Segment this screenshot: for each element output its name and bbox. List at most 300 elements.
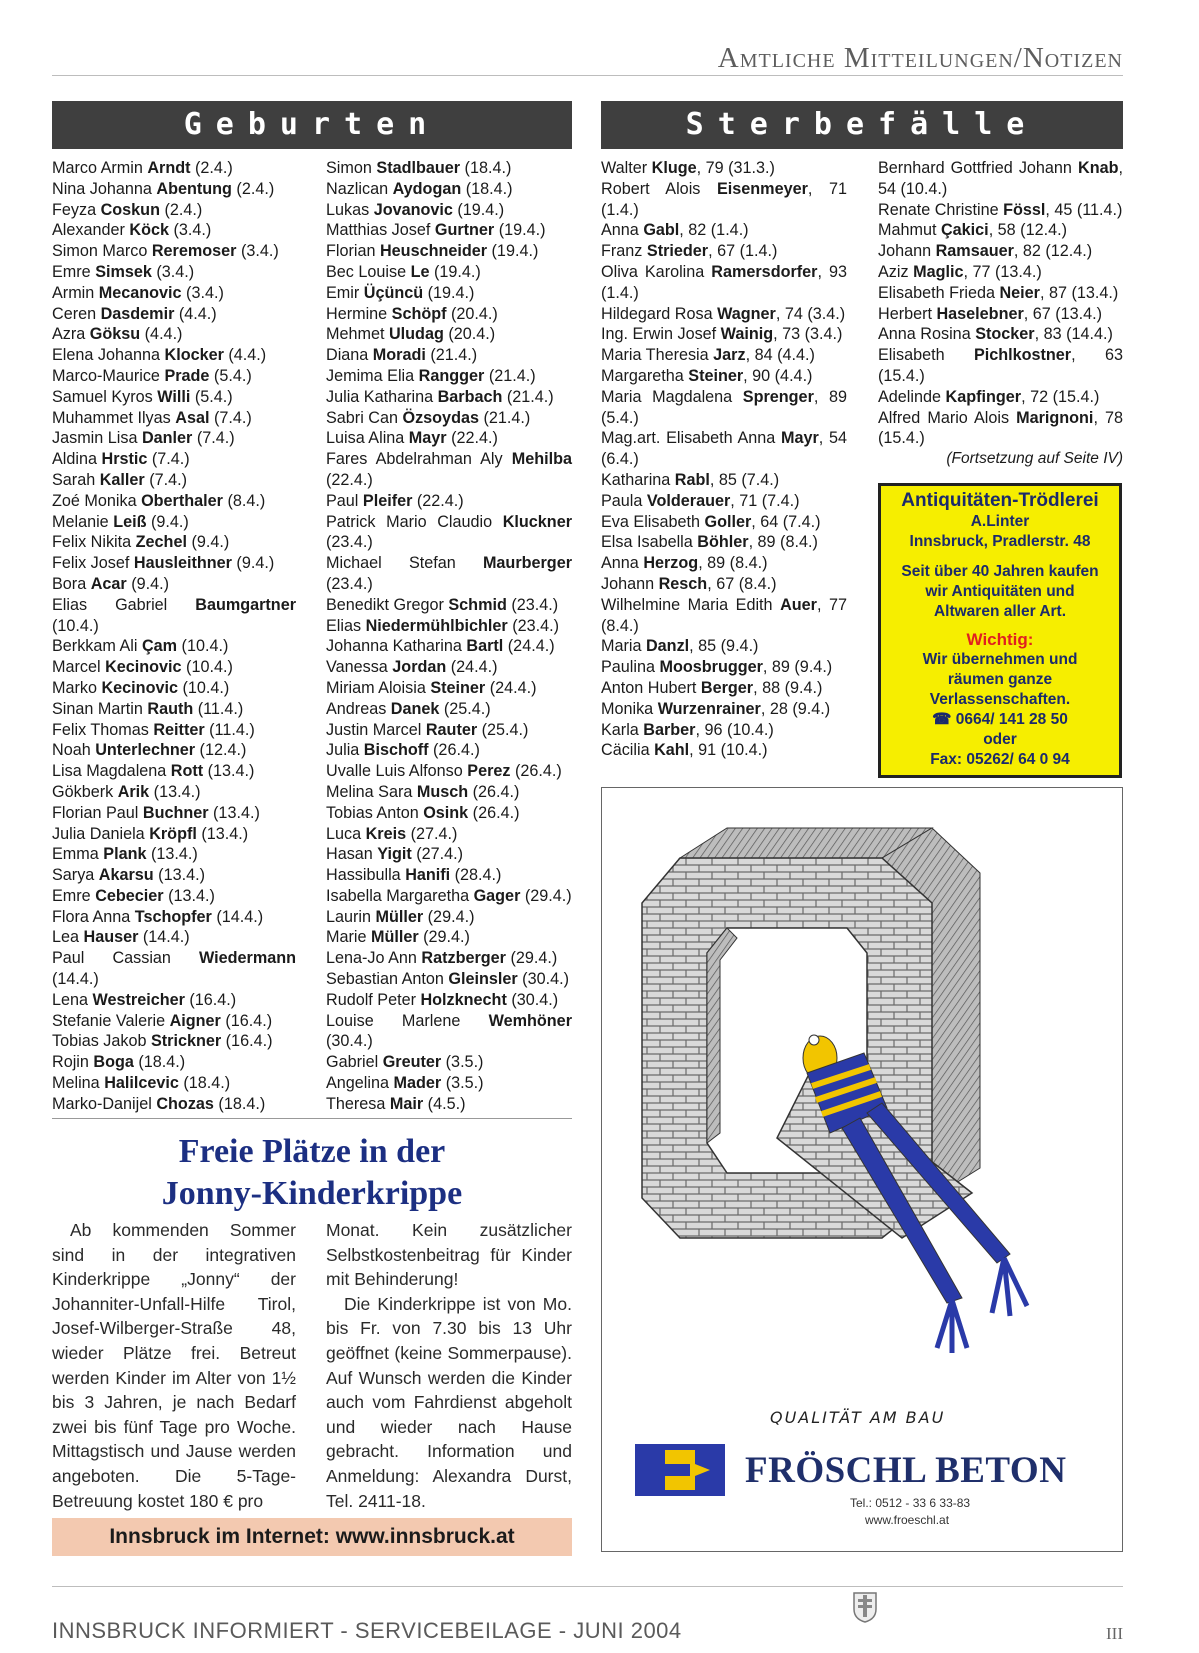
krippe-headline-line1: Freie Plätze in der — [178, 1133, 446, 1170]
entry-date: , 83 (14.4.) — [1034, 325, 1113, 344]
register-entry — [326, 345, 572, 366]
entry-date: , 93 (1.4.) — [601, 262, 847, 302]
entry-first-names: Feyza — [52, 200, 101, 219]
register-entry — [601, 158, 847, 179]
register-entry — [326, 387, 572, 408]
entry-first-names: Lisa Magdalena — [52, 762, 171, 781]
entry-date: (4.5.) — [423, 1094, 466, 1113]
entry-first-names: Patrick Mario Claudio — [326, 512, 503, 531]
entry-date: , 63 (15.4.) — [878, 346, 1123, 385]
register-entry — [52, 241, 296, 262]
register-entry — [601, 574, 847, 595]
krippe-text-column-2 — [326, 1218, 572, 1513]
register-entry — [52, 158, 296, 179]
entry-date: (26.4.) — [510, 762, 562, 781]
entry-date: (4.4.) — [223, 346, 267, 365]
entry-last-name: Aydogan — [392, 179, 462, 198]
register-entry — [52, 387, 296, 408]
entry-date: (22.4.) — [446, 429, 498, 448]
register-entry — [326, 553, 572, 595]
entry-first-names: Tobias Jakob — [52, 1032, 151, 1051]
entry-date: , 84 (4.4.) — [745, 346, 815, 365]
antique-ad-line2: wir Antiquitäten und — [925, 583, 1075, 600]
entry-last-name: Oberthaler — [141, 491, 223, 510]
entry-last-name: Danek — [390, 699, 440, 718]
entry-last-name: Moosbrugger — [659, 658, 763, 677]
entry-date: (7.4.) — [192, 429, 235, 448]
entry-last-name: Mayr — [780, 429, 819, 448]
entry-date: (27.4.) — [406, 824, 458, 843]
entry-last-name: Barber — [643, 720, 696, 739]
register-entry — [326, 886, 572, 907]
antique-ad-or: oder — [983, 731, 1017, 748]
entry-last-name: Arik — [117, 782, 150, 801]
entry-first-names: Johann — [601, 574, 659, 593]
register-entry — [52, 782, 296, 803]
entry-first-names: Hassibulla — [326, 866, 406, 885]
register-entry — [52, 927, 296, 948]
entry-date: (23.4.) — [326, 533, 373, 552]
entry-last-name: Yigit — [377, 845, 412, 864]
entry-date: (22.4.) — [412, 491, 464, 510]
entry-last-name: Göksu — [89, 325, 141, 344]
froeschl-web[interactable]: www.froeschl.at — [865, 1513, 950, 1527]
entry-date: , 89 (9.4.) — [762, 658, 833, 677]
entry-last-name: Rott — [170, 762, 204, 781]
entry-date: , 85 (7.4.) — [709, 470, 780, 489]
entry-last-name: Çakici — [940, 221, 989, 240]
geburten-column-1 — [52, 158, 296, 1115]
entry-last-name: Hausleithner — [133, 554, 232, 573]
entry-first-names: Sabri Can — [326, 408, 403, 427]
entry-last-name: Wainig — [720, 325, 774, 344]
entry-date: , 85 (9.4.) — [689, 637, 759, 656]
register-entry — [52, 907, 296, 928]
register-entry — [326, 179, 572, 200]
entry-last-name: Prade — [164, 366, 210, 385]
entry-last-name: Hanifi — [405, 866, 451, 885]
entry-date: (13.4.) — [203, 762, 255, 781]
entry-date: (10.4.) — [177, 678, 230, 697]
entry-first-names: Maria Magdalena — [601, 387, 743, 406]
entry-last-name: Kröpfl — [149, 824, 197, 843]
entry-date: , 89 (5.4.) — [601, 387, 847, 427]
entry-last-name: Pichlkostner — [973, 346, 1072, 365]
entry-date: (29.4.) — [418, 928, 470, 947]
entry-first-names: Sarah — [52, 470, 100, 489]
entry-last-name: Strickner — [150, 1032, 222, 1051]
entry-first-names: Paulina — [601, 658, 660, 677]
register-entry — [601, 512, 847, 533]
register-entry — [326, 366, 572, 387]
entry-first-names: Gabriel — [326, 1053, 383, 1072]
register-entry — [52, 553, 296, 574]
entry-last-name: Danzl — [645, 637, 690, 656]
entry-first-names: Melina Sara — [326, 782, 417, 801]
entry-last-name: Moradi — [372, 346, 426, 365]
entry-first-names: Uvalle Luis Alfonso — [326, 762, 468, 781]
register-entry — [52, 761, 296, 782]
antique-ad — [878, 483, 1122, 778]
entry-date: (9.4.) — [231, 554, 275, 573]
entry-last-name: Osink — [423, 803, 469, 822]
register-entry — [326, 927, 572, 948]
entry-last-name: Wurzenrainer — [657, 699, 761, 718]
entry-last-name: Üçüncü — [363, 283, 424, 302]
entry-first-names: Anna Rosina — [878, 325, 976, 344]
register-entry — [601, 720, 847, 741]
register-entry — [878, 241, 1123, 262]
entry-first-names: Oliva Karolina — [601, 262, 712, 281]
entry-first-names: Armin — [52, 283, 99, 302]
entry-first-names: Diana — [326, 346, 373, 365]
entry-last-name: Haselebner — [936, 304, 1024, 323]
entry-first-names: Marko — [52, 678, 102, 697]
entry-first-names: Elias — [326, 616, 366, 635]
entry-last-name: Mehilba — [511, 450, 572, 469]
entry-date: , 67 (13.4.) — [1023, 304, 1103, 323]
register-entry — [878, 324, 1123, 345]
antique-ad-owner: A.Linter — [970, 513, 1030, 530]
register-entry — [878, 408, 1123, 450]
entry-last-name: Maurberger — [482, 554, 572, 573]
entry-first-names: Marco Armin — [52, 159, 148, 177]
entry-first-names: Muhammet Ilyas — [52, 408, 176, 427]
entry-first-names: Lea — [52, 928, 84, 947]
entry-first-names: Bernhard Gottfried Johann — [878, 159, 1079, 177]
entry-date: , 73 (3.4.) — [773, 325, 843, 344]
entry-date: , 77 (13.4.) — [963, 262, 1042, 281]
entry-date: (4.4.) — [174, 304, 217, 323]
register-entry — [52, 1052, 296, 1073]
internet-bar[interactable]: Innsbruck im Internet: www.innsbruck.at — [52, 1518, 572, 1556]
entry-last-name: Chozas — [156, 1094, 214, 1113]
entry-last-name: Reitter — [153, 720, 205, 739]
entry-first-names: Felix Thomas — [52, 720, 154, 739]
entry-date: (7.4.) — [147, 450, 190, 469]
entry-last-name: Bartl — [466, 637, 504, 656]
entry-last-name: Simsek — [95, 262, 152, 281]
brick-q-illustration — [602, 788, 1122, 1388]
entry-date: (8.4.) — [222, 491, 266, 510]
entry-date: (21.4.) — [478, 408, 531, 427]
entry-last-name: Barbach — [437, 387, 503, 406]
register-entry — [601, 324, 847, 345]
antique-ad-line1: Seit über 40 Jahren kaufen — [901, 563, 1099, 580]
entry-date: (16.4.) — [220, 1011, 273, 1030]
entry-date: (10.4.) — [181, 658, 233, 677]
register-entry — [326, 408, 572, 429]
entry-date: , 82 (1.4.) — [679, 221, 749, 240]
register-entry — [52, 428, 296, 449]
entry-first-names: Laurin — [326, 907, 376, 926]
register-entry — [52, 1073, 296, 1094]
entry-date: (21.4.) — [484, 366, 536, 385]
register-entry — [52, 636, 296, 657]
entry-first-names: Marcel — [52, 658, 106, 677]
entry-date: , 54 (6.4.) — [601, 429, 847, 469]
entry-first-names: Luca — [326, 824, 366, 843]
entry-last-name: Dasdemir — [100, 304, 175, 323]
entry-date: (25.4.) — [439, 699, 491, 718]
entry-first-names: Mehmet — [326, 325, 389, 344]
entry-first-names: Berkkam Ali — [52, 637, 142, 656]
entry-last-name: Ramersdorfer — [711, 262, 818, 281]
entry-first-names: Emir — [326, 283, 364, 302]
entry-first-names: Fares Abdelrahman Aly — [326, 450, 512, 469]
entry-last-name: Unterlechner — [95, 741, 196, 760]
entry-date: , 58 (12.4.) — [988, 221, 1067, 240]
entry-first-names: Tobias Anton — [326, 803, 424, 822]
register-entry — [326, 844, 572, 865]
register-entry — [326, 948, 572, 969]
register-entry — [878, 345, 1123, 387]
register-entry — [601, 636, 847, 657]
entry-first-names: Nina Johanna — [52, 179, 157, 198]
register-entry — [52, 948, 296, 990]
register-entry — [326, 241, 572, 262]
antique-ad-address: Innsbruck, Pradlerstr. 48 — [909, 533, 1091, 550]
register-entry — [52, 990, 296, 1011]
entry-first-names: Felix Josef — [52, 554, 134, 573]
entry-first-names: Robert Alois — [601, 179, 717, 198]
entry-first-names: Anna — [601, 221, 644, 240]
entry-first-names: Rudolf Peter — [326, 990, 421, 1009]
entry-last-name: Herzog — [643, 554, 699, 573]
entry-date: (30.4.) — [326, 1032, 373, 1051]
register-entry — [52, 699, 296, 720]
krippe-paragraph-1: Ab kommenden Sommer sind in der integrativen Kinderkrippe „Jonny“ der Johanniter-Unfall-Hilfe Tirol, Josef-Wilberger-Straße 48, wieder Plätze frei. Betreut werden Kinder im Alter von 1½ bis 3 Jahren, je nach Bedarf zwei bis fünf Tage pro Woche. Mittagstisch und Jause werden angeboten. Die 5-Tage-Betreuung kostet 180 € pro — [52, 1220, 296, 1511]
entry-last-name: Plank — [103, 845, 147, 864]
entry-first-names: Simon — [326, 159, 377, 177]
entry-date: (3.4.) — [151, 262, 195, 281]
entry-first-names: Noah — [52, 741, 96, 760]
entry-first-names: Bora — [52, 574, 91, 593]
entry-first-names: Melina — [52, 1074, 105, 1093]
entry-date: , 96 (10.4.) — [695, 720, 774, 739]
entry-last-name: Holzknecht — [420, 990, 507, 1009]
register-entry — [326, 865, 572, 886]
entry-date: (19.4.) — [423, 283, 475, 302]
register-entry — [601, 553, 847, 574]
entry-last-name: Mair — [389, 1094, 424, 1113]
entry-last-name: Musch — [416, 782, 469, 801]
entry-first-names: Simon Marco — [52, 242, 152, 261]
entry-first-names: Elena Johanna — [52, 346, 165, 365]
entry-date: (20.4.) — [443, 325, 496, 344]
entry-last-name: Kecinovic — [105, 658, 182, 677]
entry-last-name: Le — [410, 262, 430, 281]
register-entry — [601, 366, 847, 387]
entry-date: (10.4.) — [52, 616, 99, 635]
entry-last-name: Boga — [93, 1053, 134, 1072]
sterbefaelle-column-1 — [601, 158, 847, 761]
entry-date: , 72 (15.4.) — [1021, 387, 1100, 406]
entry-last-name: Strieder — [646, 242, 709, 261]
entry-date: (24.4.) — [503, 637, 555, 656]
register-entry — [52, 657, 296, 678]
entry-last-name: Perez — [467, 762, 511, 781]
entry-first-names: Isabella Margaretha — [326, 886, 474, 905]
froeschl-phone: Tel.: 0512 - 33 6 33-83 — [850, 1496, 971, 1510]
register-entry — [52, 408, 296, 429]
register-entry — [326, 324, 572, 345]
entry-first-names: Eva Elisabeth — [601, 512, 705, 531]
entry-first-names: Julia — [326, 741, 364, 760]
entry-date: (21.4.) — [502, 387, 554, 406]
entry-date: (19.4.) — [429, 262, 481, 281]
geburten-heading: Geburten — [52, 101, 572, 149]
entry-last-name: Hrstic — [101, 450, 148, 469]
entry-date: , 82 (12.4.) — [1013, 242, 1093, 261]
entry-first-names: Cäcilia — [601, 741, 655, 760]
entry-first-names: Rojin — [52, 1053, 94, 1072]
entry-first-names: Ceren — [52, 304, 101, 323]
antique-ad-important: Wichtig: — [966, 630, 1034, 649]
entry-last-name: Müller — [370, 928, 419, 947]
entry-first-names: Monika — [601, 699, 658, 718]
entry-last-name: Akarsu — [98, 866, 154, 885]
register-entry — [326, 636, 572, 657]
entry-date: (3.5.) — [441, 1074, 484, 1093]
entry-first-names: Elisabeth Frieda — [878, 283, 1000, 302]
entry-last-name: Özsoydas — [402, 408, 479, 427]
register-entry — [601, 220, 847, 241]
register-entry — [52, 200, 296, 221]
entry-last-name: Baumgartner — [195, 595, 296, 614]
register-entry — [326, 158, 572, 179]
register-entry — [326, 990, 572, 1011]
entry-first-names: Anna — [601, 554, 644, 573]
entry-last-name: Wagner — [717, 304, 776, 323]
register-entry — [326, 803, 572, 824]
entry-first-names: Hildegard Rosa — [601, 304, 718, 323]
geburten-column-2 — [326, 158, 572, 1115]
entry-date: (23.4.) — [507, 616, 560, 635]
entry-last-name: Auer — [780, 595, 817, 614]
entry-date: , 87 (13.4.) — [1039, 283, 1119, 302]
entry-date: , 79 (31.3.) — [696, 159, 775, 177]
entry-last-name: Pleifer — [362, 491, 413, 510]
entry-last-name: Goller — [704, 512, 752, 531]
entry-date: (5.4.) — [209, 366, 252, 385]
entry-first-names: Bec Louise — [326, 262, 411, 281]
entry-first-names: Emma — [52, 845, 104, 864]
entry-date: , 67 (1.4.) — [708, 242, 778, 261]
entry-date: (11.4.) — [193, 699, 244, 718]
entry-date: , 90 (4.4.) — [743, 366, 813, 385]
register-entry — [601, 699, 847, 720]
register-entry — [326, 200, 572, 221]
entry-date: (3.4.) — [168, 221, 212, 240]
register-entry — [52, 470, 296, 491]
register-entry — [601, 179, 847, 221]
register-entry — [326, 1073, 572, 1094]
entry-date: (13.4.) — [208, 803, 260, 822]
entry-last-name: Reremoser — [151, 242, 237, 261]
entry-first-names: Ing. Erwin Josef — [601, 325, 721, 344]
entry-first-names: Samuel Kyros — [52, 387, 158, 406]
entry-first-names: Angelina — [326, 1074, 394, 1093]
article-rule — [52, 1118, 572, 1119]
entry-date: , 54 (10.4.) — [878, 159, 1123, 198]
register-entry — [601, 740, 847, 761]
entry-last-name: Knab — [1078, 159, 1119, 177]
entry-last-name: Kapfinger — [945, 387, 1022, 406]
entry-first-names: Marco-Maurice — [52, 366, 165, 385]
register-entry — [878, 158, 1123, 200]
entry-first-names: Mahmut — [878, 221, 941, 240]
entry-date: (30.4.) — [517, 970, 569, 989]
entry-date: (18.4.) — [133, 1053, 186, 1072]
register-entry — [326, 657, 572, 678]
register-entry — [326, 824, 572, 845]
register-entry — [52, 304, 296, 325]
froeschl-slogan: QUALITÄT AM BAU — [770, 1408, 946, 1427]
entry-date: (26.4.) — [428, 741, 480, 760]
entry-first-names: Adelinde — [878, 387, 946, 406]
entry-last-name: Coskun — [100, 200, 160, 219]
entry-last-name: Tschopfer — [134, 907, 212, 926]
entry-date: (9.4.) — [126, 574, 169, 593]
entry-last-name: Hauser — [83, 928, 139, 947]
froeschl-logo-icon — [635, 1444, 725, 1496]
entry-last-name: Bischoff — [363, 741, 429, 760]
entry-first-names: Aldina — [52, 450, 102, 469]
antique-ad-imp3: Verlassenschaften. — [929, 691, 1071, 708]
entry-last-name: Acar — [90, 574, 127, 593]
entry-last-name: Danler — [141, 429, 193, 448]
entry-date: (21.4.) — [425, 346, 478, 365]
entry-date: (7.4.) — [209, 408, 252, 427]
entry-date: (19.4.) — [452, 200, 505, 219]
entry-date: , 74 (3.4.) — [775, 304, 846, 323]
entry-first-names: Paul Cassian — [52, 949, 199, 968]
entry-last-name: Gurtner — [434, 221, 495, 240]
entry-last-name: Kluge — [651, 159, 697, 177]
entry-first-names: Alexander — [52, 221, 130, 240]
entry-last-name: Arndt — [147, 159, 191, 177]
entry-date: (13.4.) — [146, 845, 198, 864]
entry-first-names: Matthias Josef — [326, 221, 435, 240]
page-number: III — [1106, 1624, 1123, 1643]
entry-first-names: Florian Paul — [52, 803, 143, 822]
entry-first-names: Renate Christine — [878, 200, 1004, 219]
register-entry — [52, 179, 296, 200]
sterbefaelle-heading: Sterbefälle — [601, 101, 1123, 149]
entry-last-name: Abentung — [156, 179, 232, 198]
entry-date: , 78 (15.4.) — [878, 408, 1123, 448]
entry-last-name: Halilcevic — [104, 1074, 179, 1093]
header-rule — [52, 75, 1123, 76]
entry-first-names: Anton Hubert — [601, 678, 701, 697]
entry-date: (2.4.) — [231, 179, 275, 198]
entry-last-name: Köck — [129, 221, 169, 240]
register-entry — [326, 283, 572, 304]
register-entry — [52, 886, 296, 907]
entry-last-name: Stadlbauer — [376, 159, 461, 177]
entry-date: (26.4.) — [468, 782, 520, 801]
entry-last-name: Jarz — [713, 346, 746, 365]
entry-date: (3.4.) — [181, 283, 224, 302]
entry-first-names: Florian — [326, 242, 380, 261]
entry-date: (13.4.) — [153, 866, 205, 885]
entry-date: (11.4.) — [204, 720, 255, 739]
entry-last-name: Ramsauer — [935, 242, 1014, 261]
register-entry — [52, 345, 296, 366]
entry-first-names: Andreas — [326, 699, 391, 718]
register-entry — [601, 387, 847, 429]
